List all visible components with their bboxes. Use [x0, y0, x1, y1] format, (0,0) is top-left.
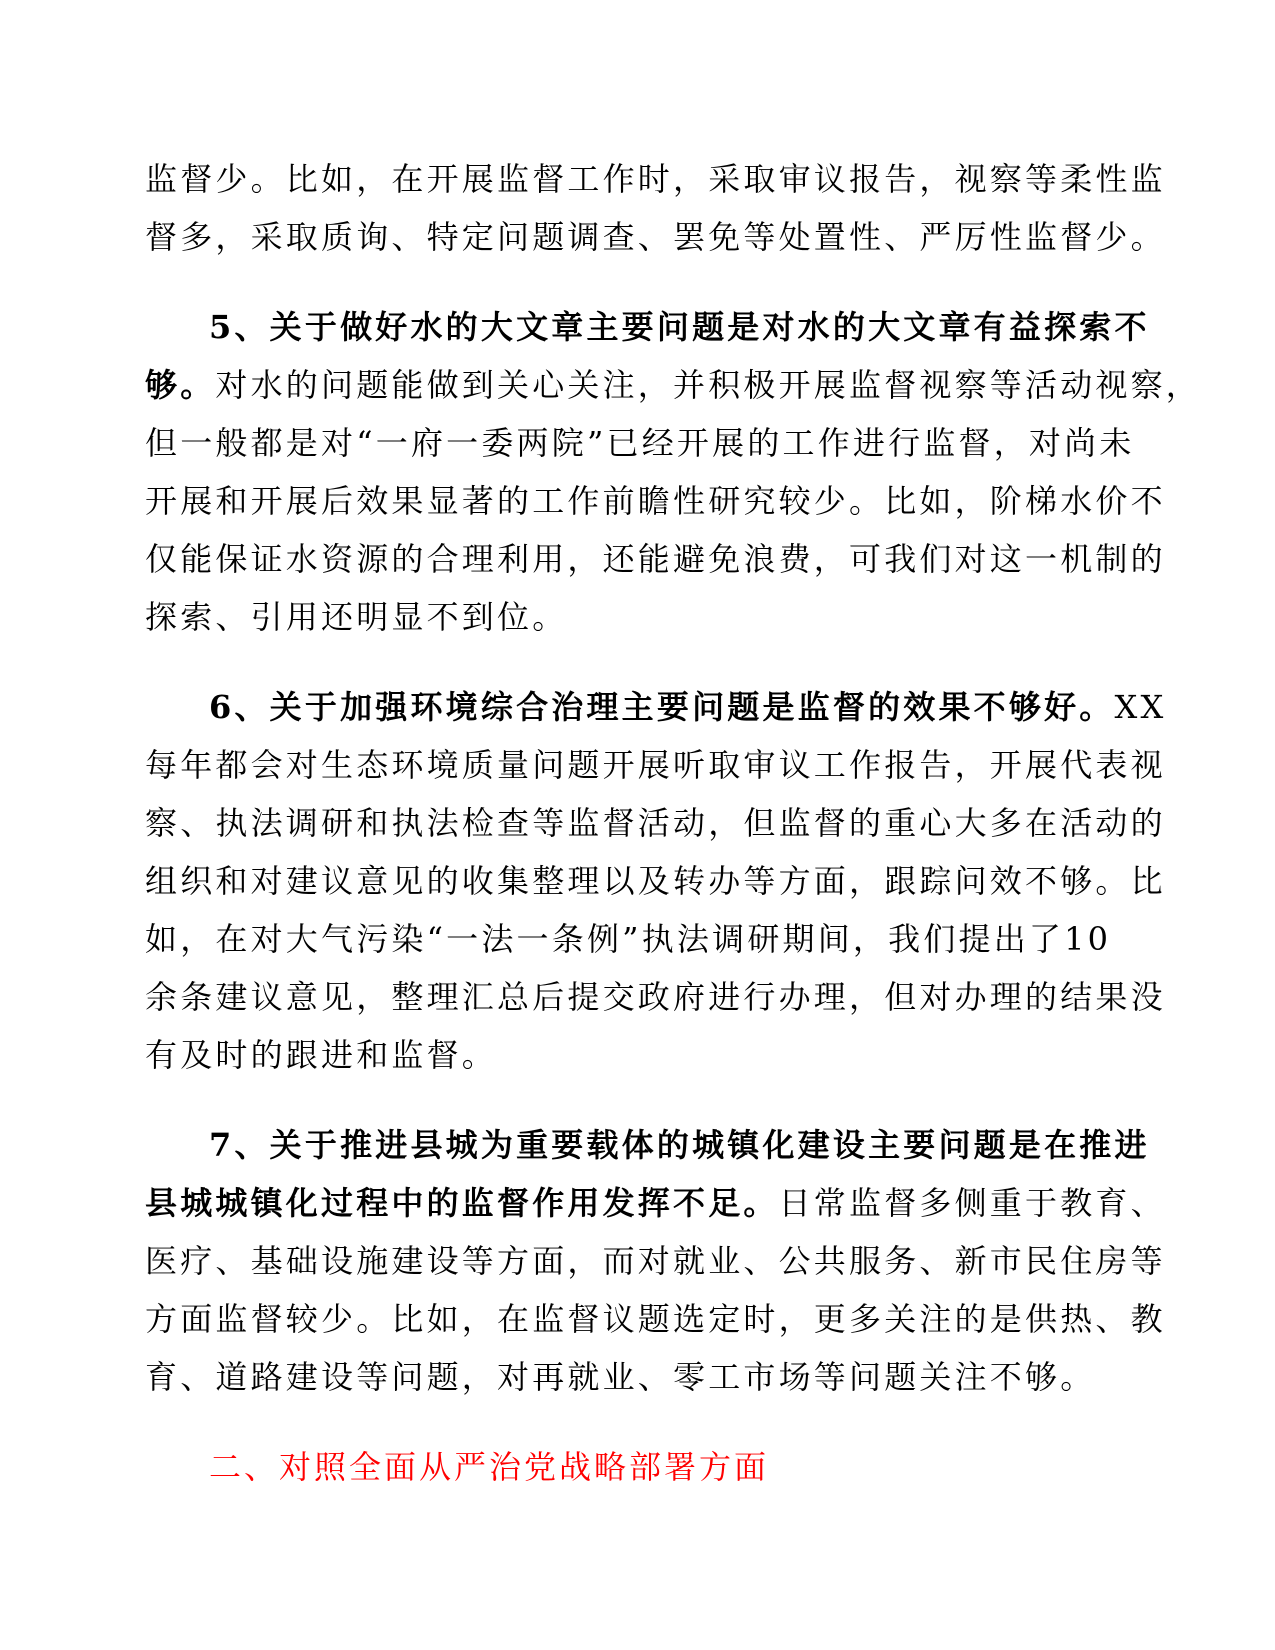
paragraph-5	[145, 298, 1202, 646]
text-line: 察、执法调研和执法检查等监督活动，但监督的重心大多在活动的	[145, 804, 1166, 842]
text-span: 日常监督多侧重于教育、	[778, 1184, 1166, 1222]
section-heading: 二、对照全面从严治党战略部署方面	[209, 1448, 770, 1486]
text-line: 探索、引用还明显不到位。	[145, 598, 568, 636]
document-page	[145, 150, 1202, 1496]
text-line: 育、道路建设等问题，对再就业、零工市场等问题关注不够。	[145, 1358, 1096, 1396]
text-line: 余条建议意见，整理汇总后提交政府进行办理，但对办理的结果没	[145, 978, 1166, 1016]
text-line: 每年都会对生态环境质量问题开展听取审议工作报告，开展代表视	[145, 746, 1166, 784]
text-span: 对水的问题能做到关心关注，并积极开展监督视察等活动视察，	[215, 366, 1202, 404]
text-line: 开展和开展后效果显著的工作前瞻性研究较少。比如，阶梯水价不	[145, 482, 1166, 520]
paragraph-5-heading-end: 够。	[145, 366, 216, 404]
paragraph-6-heading: 6、关于加强环境综合治理主要问题是监督的效果不够好。	[209, 688, 1115, 726]
text-line	[145, 356, 1202, 414]
text-line: 组织和对建议意见的收集整理以及转办等方面，跟踪问效不够。比	[145, 862, 1166, 900]
text-line: 监督少。比如，在开展监督工作时，采取审议报告，视察等柔性监	[145, 160, 1166, 198]
text-line	[145, 1174, 1166, 1232]
paragraph-4-tail	[145, 150, 1166, 266]
paragraph-7-heading-end: 县城城镇化过程中的监督作用发挥不足。	[145, 1184, 779, 1222]
text-line: 仅能保证水资源的合理利用，还能避免浪费，可我们对这一机制的	[145, 540, 1166, 578]
paragraph-7-heading: 7、关于推进县城为重要载体的城镇化建设主要问题是在推进	[209, 1126, 1150, 1164]
text-line: 方面监督较少。比如，在监督议题选定时，更多关注的是供热、教	[145, 1300, 1166, 1338]
text-line: 如，在对大气污染“一法一条例”执法调研期间，我们提出了10	[145, 920, 1112, 958]
text-line: 有及时的跟进和监督。	[145, 1036, 498, 1074]
text-line	[145, 678, 1167, 736]
paragraph-6	[145, 678, 1167, 1084]
text-line: 督多，采取质询、特定问题调查、罢免等处置性、严厉性监督少。	[145, 218, 1166, 256]
paragraph-7	[145, 1116, 1166, 1406]
text-span: XX	[1114, 688, 1167, 726]
text-line: 医疗、基础设施建设等方面，而对就业、公共服务、新市民住房等	[145, 1242, 1166, 1280]
text-line: 但一般都是对“一府一委两院”已经开展的工作进行监督，对尚未	[145, 424, 1135, 462]
paragraph-5-heading: 5、关于做好水的大文章主要问题是对水的大文章有益探索不	[209, 308, 1150, 346]
